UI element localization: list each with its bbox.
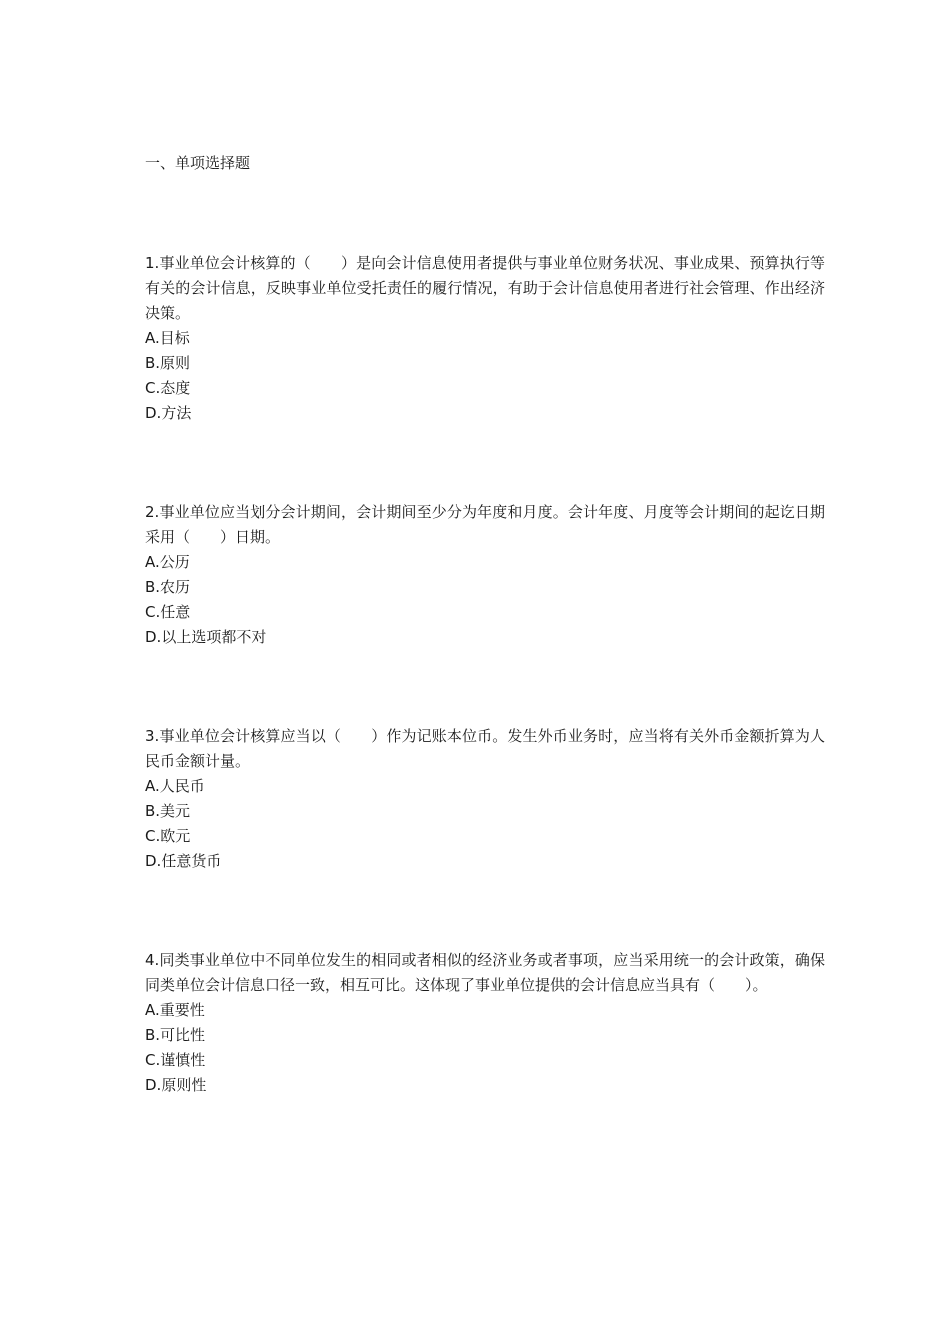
option-d: D.原则性 (145, 1076, 207, 1094)
option-b: B.可比性 (145, 1026, 206, 1044)
option-a: A.人民币 (145, 777, 205, 795)
option-d: D.任意货币 (145, 852, 222, 870)
section-title: 一、单项选择题 (145, 154, 251, 172)
option-b: B.原则 (145, 354, 191, 372)
option-a: A.重要性 (145, 1001, 205, 1019)
option-d: D.方法 (145, 404, 192, 422)
option-c: C.欧元 (145, 827, 191, 845)
option-b: B.美元 (145, 802, 191, 820)
option-c: C.态度 (145, 379, 191, 397)
question-stem: 3.事业单位会计核算应当以（ ）作为记账本位币。发生外币业务时，应当将有关外币金额折算为人民币金额计量。 (145, 727, 825, 770)
option-d: D.以上选项都不对 (145, 628, 267, 646)
option-c: C.谨慎性 (145, 1051, 206, 1069)
option-a: A.目标 (145, 329, 190, 347)
option-a: A.公历 (145, 553, 190, 571)
option-b: B.农历 (145, 578, 191, 596)
question-stem: 4.同类事业单位中不同单位发生的相同或者相似的经济业务或者事项，应当采用统一的会计政策，确保同类单位会计信息口径一致，相互可比。这体现了事业单位提供的会计信息应当具有（ ）。 (145, 951, 825, 994)
question-1 (145, 251, 825, 426)
question-4 (145, 948, 825, 1098)
question-stem: 2.事业单位应当划分会计期间，会计期间至少分为年度和月度。会计年度、月度等会计期间的起讫日期采用（ ）日期。 (145, 503, 825, 546)
question-2 (145, 500, 825, 650)
question-3 (145, 724, 825, 874)
question-stem: 1.事业单位会计核算的（ ）是向会计信息使用者提供与事业单位财务状况、事业成果、预算执行等有关的会计信息，反映事业单位受托责任的履行情况，有助于会计信息使用者进行社会管理、作出经济决策。 (145, 254, 825, 322)
option-c: C.任意 (145, 603, 191, 621)
